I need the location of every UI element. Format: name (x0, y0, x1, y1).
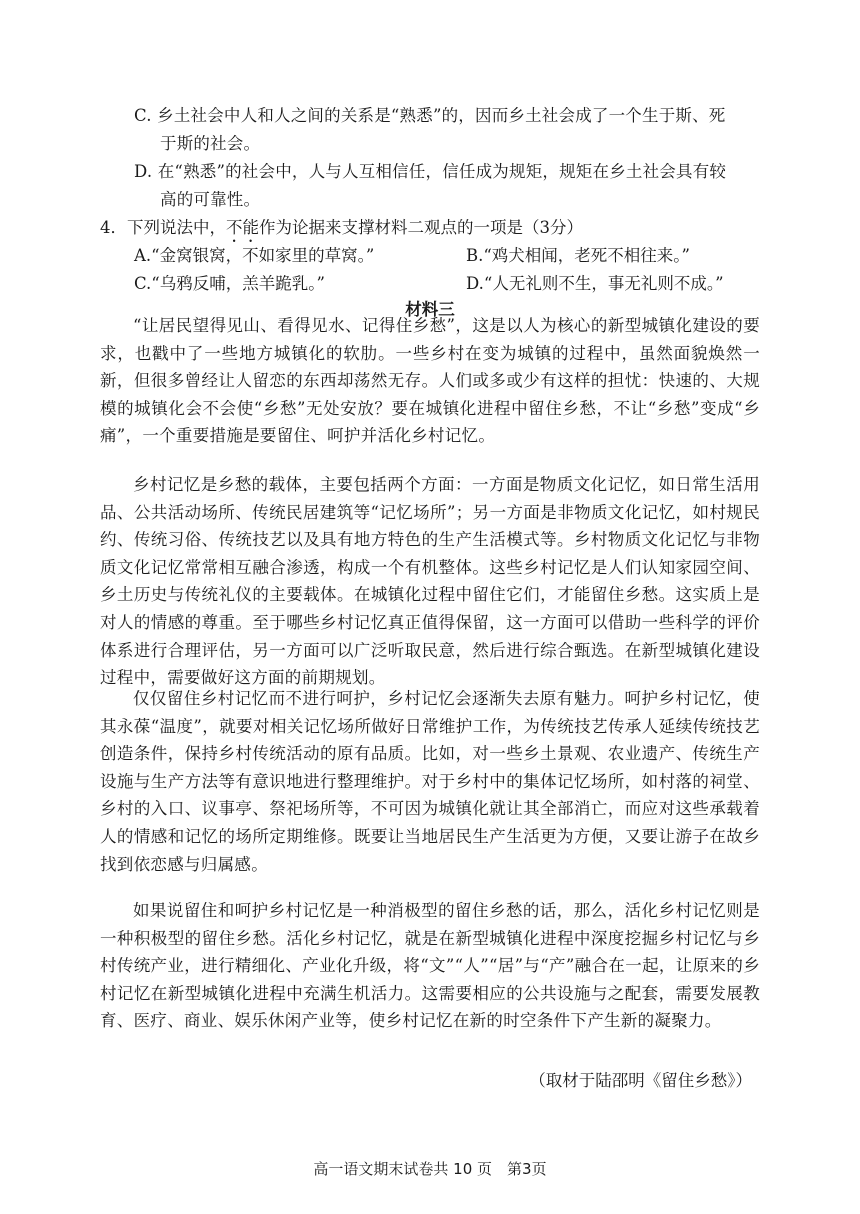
question-4-emphasis: 不能 (226, 218, 259, 237)
material-3-paragraph-3: 仅仅留住乡村记忆而不进行呵护，乡村记忆会逐渐失去原有魅力。呵护乡村记忆，使其永葆“温度”，就要对相关记忆场所做好日常维护工作，为传统技艺传承人延续传统技艺创造条件，保持乡村传统活动的原有品质。比如，对一些乡土景观、农业遗产、传统生产设施与生产方法等有意识地进行整理维护。对于乡村中的集体记忆场所，如村落的祠堂、乡村的入口、议事亭、祭祀场所等，不可因为城镇化就让其全部消亡，而应对这些承载着人的情感和记忆的场所定期维修。既要让当地居民生产生活更为方便，又要让游子在故乡找到依恋感与归属感。 (100, 689, 760, 874)
material-3-paragraph-2: 乡村记忆是乡愁的载体，主要包括两个方面：一方面是物质文化记忆，如日常生活用品、公共活动场所、传统民居建筑等“记忆场所”；另一方面是非物质文化记忆，如村规民约、传统习俗、传统技艺以及具有地方特色的生产生活模式等。乡村物质文化记忆与非物质文化记忆常常相互融合渗透，构成一个有机整体。这些乡村记忆是人们认知家园空间、乡土历史与传统礼仪的主要载体。在城镇化过程中留住它们，才能留住乡愁。这实质上是对人的情感的尊重。至于哪些乡村记忆真正值得保留，这一方面可以借助一些科学的评价体系进行合理评估，另一方面可以广泛听取民意，然后进行综合甄选。在新型城镇化建设过程中，需要做好这方面的前期规划。 (100, 475, 760, 688)
choice-c: C.“乌鸦反哺，羔羊跪乳。” (134, 274, 325, 293)
material-3-title: 材料三 (405, 300, 455, 319)
choice-b: B.“鸡犬相闻，老死不相往来。” (466, 246, 690, 265)
source-citation: （取材于陆邵明《留住乡愁》） (529, 1071, 752, 1090)
choice-d: D.“人无礼则不生，事无礼则不成。” (466, 274, 724, 293)
option-d-line2: 高的可靠性。 (160, 190, 261, 209)
material-3-paragraph-1: “让居民望得见山、看得见水、记得住乡愁”，这是以人为核心的新型城镇化建设的要求，也戳中了一些地方城镇化的软肋。一些乡村在变为城镇的过程中，虽然面貌焕然一新，但很多曾经让人留恋的东西却荡然无存。人们或多或少有这样的担忧：快速的、大规模的城镇化会不会使“乡愁”无处安放？要在城镇化进程中留住乡愁，不让“乡愁”变成“乡痛”，一个重要措施是要留住、呵护并活化乡村记忆。 (100, 316, 760, 446)
page-footer: 高一语文期末试卷共 10 页 第3页 (313, 1160, 547, 1178)
option-c (134, 102, 774, 158)
question-4-prefix: 4．下列说法中， (100, 218, 226, 237)
option-c-line1: C. 乡土社会中人和人之间的关系是“熟悉”的，因而乡土社会成了一个生于斯、死 (134, 106, 726, 125)
question-4-suffix: 作为论据来支撑材料二观点的一项是（3分） (259, 218, 583, 237)
option-c-line2: 于斯的社会。 (160, 134, 261, 153)
option-d-line1: D. 在“熟悉”的社会中，人与人互相信任，信任成为规矩，规矩在乡土社会具有较 (134, 162, 727, 181)
option-d (134, 158, 774, 214)
choice-a: A.“金窝银窝，不如家里的草窝。” (134, 246, 375, 265)
material-3-paragraph-4: 如果说留住和呵护乡村记忆是一种消极型的留住乡愁的话，那么，活化乡村记忆则是一种积极型的留住乡愁。活化乡村记忆，就是在新型城镇化进程中深度挖掘乡村记忆与乡村传统产业，进行精细化、产业化升级，将“文”“人”“居”与“产”融合在一起，让原来的乡村记忆在新型城镇化进程中充满生机活力。这需要相应的公共设施与之配套，需要发展教育、医疗、商业、娱乐休闲产业等，使乡村记忆在新的时空条件下产生新的凝聚力。 (100, 901, 760, 1031)
